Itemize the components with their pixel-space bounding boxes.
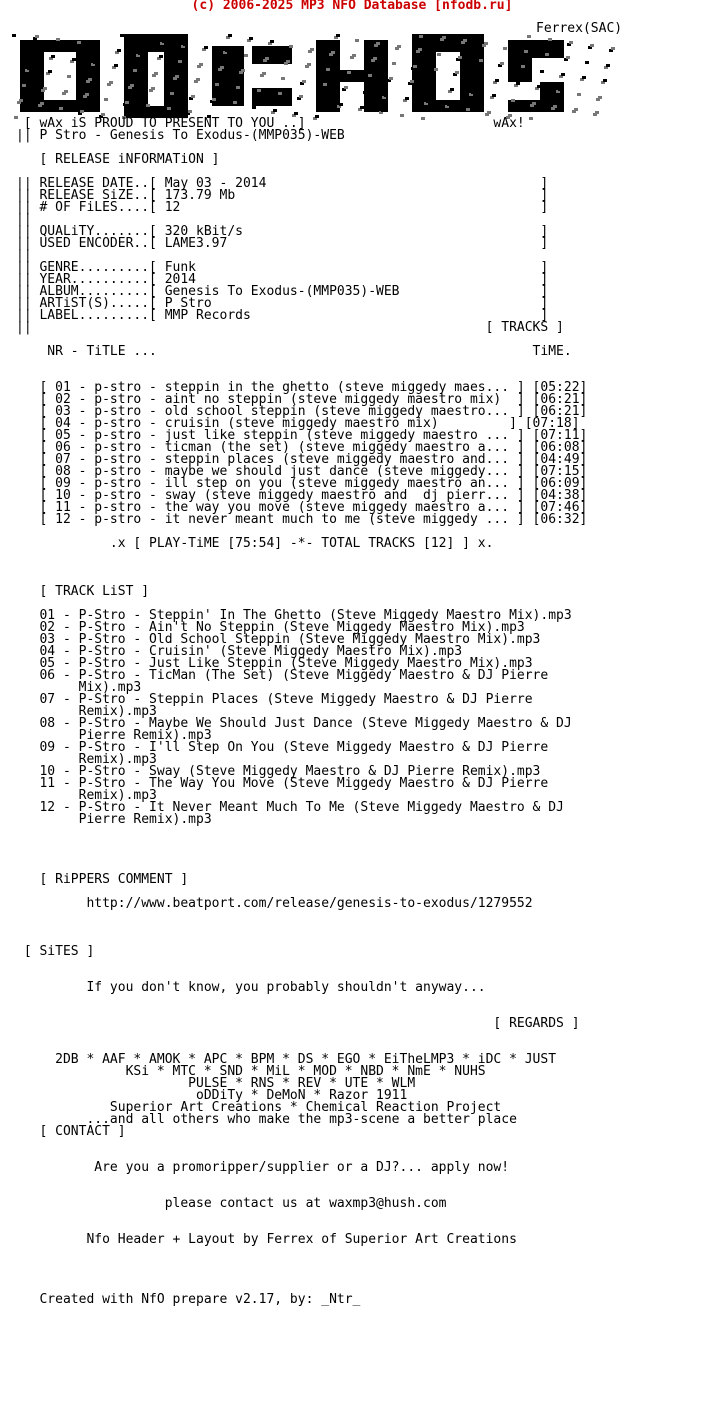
sites-text: If you don't know, you probably shouldn't anyway...	[16, 980, 486, 995]
artist-credit: Ferrex(SAC)	[536, 21, 623, 36]
spacer	[16, 1030, 688, 1042]
spacer	[16, 358, 688, 370]
release-info-row: || QUALiTY.......[ 320 kBit/s ]	[16, 224, 549, 239]
spacer	[16, 46, 688, 58]
release-info-row: ||	[16, 212, 32, 227]
release-info-row: ||	[16, 248, 32, 263]
track-row: [ 12 - p-stro - it never meant much to me (steve miggedy ... ] [06:32]	[16, 512, 588, 527]
release-info-row: || # OF FiLES....[ 12 ]	[16, 200, 549, 215]
nfo-body	[16, 22, 688, 1306]
track-row: [ 06 - p-stro - ticman (the set) (steve miggedy maestro a... ] [06:08]	[16, 440, 588, 455]
spacer	[16, 838, 688, 850]
track-row: [ 01 - p-stro - steppin in the ghetto (steve miggedy maes... ] [05:22]	[16, 380, 588, 395]
contact-email: please contact us at waxmp3@hush.com	[16, 1196, 596, 1211]
track-row: [ 02 - p-stro - aint no steppin (steve miggedy maestro mix) ] [06:21]	[16, 392, 588, 407]
regards-line: 2DB * AAF * AMOK * APC * BPM * DS * EGO * EiTheLMP3 * iDC * JUST	[16, 1052, 596, 1067]
spacer	[16, 34, 688, 46]
section-rippers-comment: [ RiPPERS COMMENT ]	[16, 872, 189, 887]
track-row: [ 03 - p-stro - old school steppin (steve miggedy maestro... ] [06:21]	[16, 404, 588, 419]
track-row: [ 05 - p-stro - just like steppin (steve miggedy maestro ... ] [07:11]	[16, 428, 588, 443]
spacer	[16, 1246, 688, 1258]
spacer	[16, 910, 688, 922]
spacer	[16, 958, 688, 970]
track-row: [ 10 - p-stro - sway (steve miggedy maestro and dj pierr... ] [04:38]	[16, 488, 588, 503]
regards-line: KSi * MTC * SND * MiL * MOD * NBD * NmE * NUHS	[16, 1064, 596, 1079]
track-list-item: 10 - P-Stro - Sway (Steve Miggedy Maestro & DJ Pierre Remix).mp3	[16, 764, 541, 779]
release-info-row: || ARTiST(S).....[ P Stro ]	[16, 296, 549, 311]
track-list-item: Remix).mp3	[16, 752, 157, 767]
track-row: [ 11 - p-stro - the way you move (steve miggedy maestro a... ] [07:46]	[16, 500, 588, 515]
track-list-item: Remix).mp3	[16, 788, 157, 803]
track-list-item: 02 - P-Stro - Ain't No Steppin (Steve Miggedy Maestro Mix).mp3	[16, 620, 525, 635]
rippers-comment-url: http://www.beatport.com/release/genesis-to-exodus/1279552	[16, 896, 533, 911]
section-tracks: || [ TRACKS ]	[16, 320, 564, 335]
track-list-item: Pierre Remix).mp3	[16, 812, 212, 827]
spacer	[16, 70, 688, 82]
track-list-item: 08 - P-Stro - Maybe We Should Just Dance (Steve Miggedy Maestro & DJ	[16, 716, 572, 731]
track-list-item: Mix).mp3	[16, 680, 142, 695]
track-list-item: 01 - P-Stro - Steppin' In The Ghetto (Steve Miggedy Maestro Mix).mp3	[16, 608, 572, 623]
spacer	[16, 826, 688, 838]
regards-line: oDDiTy * DeMoN * Razor 1911	[16, 1088, 596, 1103]
track-list-item: 05 - P-Stro - Just Like Steppin (Steve Miggedy Maestro Mix).mp3	[16, 656, 533, 671]
tracks-header: NR - TiTLE ... TiME.	[16, 344, 572, 359]
intro-line: [ wAx iS PROUD TO PRESENT TO YOU ..] wAx!	[16, 116, 525, 131]
track-list-item: 07 - P-Stro - Steppin Places (Steve Miggedy Maestro & DJ Pierre	[16, 692, 533, 707]
regards-line: Superior Art Creations * Chemical Reaction Project	[16, 1100, 596, 1115]
track-row: [ 07 - p-stro - steppin places (steve miggedy maestro and... ] [04:49]	[16, 452, 588, 467]
release-info-row: || GENRE.........[ Funk ]	[16, 260, 549, 275]
layout-credit: Nfo Header + Layout by Ferrex of Superior Art Creations	[16, 1232, 596, 1247]
section-track-list: [ TRACK LiST ]	[16, 584, 150, 599]
release-name: || P Stro - Genesis To Exodus-(MMP035)-WEB	[16, 128, 345, 143]
release-info-row: || RELEASE SiZE..[ 173.79 Mb ]	[16, 188, 549, 203]
spacer	[16, 1270, 688, 1282]
release-info-row: || USED ENCODER..[ LAME3.97 ]	[16, 236, 549, 251]
section-release-info: [ RELEASE iNFORMATiON ]	[16, 152, 220, 167]
spacer	[16, 850, 688, 862]
footer-credit: Created with NfO prepare v2.17, by: _Ntr_	[16, 1292, 361, 1306]
track-list-item: Pierre Remix).mp3	[16, 728, 212, 743]
track-list-item: 04 - P-Stro - Cruisin' (Steve Miggedy Maestro Mix).mp3	[16, 644, 463, 659]
spacer	[16, 1210, 688, 1222]
track-list-item: Remix).mp3	[16, 704, 157, 719]
track-list-item: 12 - P-Stro - It Never Meant Much To Me (Steve Miggedy Maestro & DJ	[16, 800, 564, 815]
track-list-item: 06 - P-Stro - TicMan (The Set) (Steve Miggedy Maestro & DJ Pierre	[16, 668, 549, 683]
spacer	[16, 58, 688, 70]
spacer	[16, 994, 688, 1006]
track-row: [ 04 - p-stro - cruisin (steve miggedy maestro mix) ] [07:18]	[16, 416, 580, 431]
track-row: [ 09 - p-stro - ill step on you (steve miggedy maestro an... ] [06:09]	[16, 476, 588, 491]
track-list-item: 11 - P-Stro - The Way You Move (Steve Miggedy Maestro & DJ Pierre	[16, 776, 549, 791]
spacer	[16, 82, 688, 94]
spacer	[16, 934, 688, 946]
section-sites: [ SiTES ]	[16, 944, 95, 959]
spacer	[16, 1174, 688, 1186]
site-credit: (c) 2006-2025 MP3 NFO Database [nfodb.ru]	[191, 0, 513, 13]
section-contact: [ CONTACT ]	[16, 1124, 126, 1139]
section-regards: [ REGARDS ]	[16, 1016, 580, 1031]
spacer	[16, 1138, 688, 1150]
track-list-item: 03 - P-Stro - Old School Steppin (Steve Miggedy Maestro Mix).mp3	[16, 632, 541, 647]
release-info-row: || YEAR..........[ 2014 ]	[16, 272, 549, 287]
release-info-row: || LABEL.........[ MMP Records ]	[16, 308, 549, 323]
track-row: [ 08 - p-stro - maybe we should just dance (steve miggedy... ] [07:15]	[16, 464, 588, 479]
spacer	[16, 922, 688, 934]
spacer	[16, 22, 688, 34]
spacer	[16, 550, 688, 562]
release-info-row: || RELEASE DATE..[ May 03 - 2014 ]	[16, 176, 549, 191]
regards-line: PULSE * RNS * REV * UTE * WLM	[16, 1076, 596, 1091]
play-time-summary: .x [ PLAY-TiME [75:54] -*- TOTAL TRACKS [12] ] x.	[16, 536, 596, 551]
spacer	[16, 94, 688, 106]
release-info-row: || ALBUM.........[ Genesis To Exodus-(MMP035)-WEB ]	[16, 284, 549, 299]
track-list-item: 09 - P-Stro - I'll Step On You (Steve Miggedy Maestro & DJ Pierre	[16, 740, 549, 755]
spacer	[16, 562, 688, 574]
contact-apply: Are you a promoripper/supplier or a DJ?... apply now!	[16, 1160, 596, 1175]
regards-line: ...and all others who make the mp3-scene a better place	[16, 1112, 596, 1127]
spacer	[16, 1258, 688, 1270]
